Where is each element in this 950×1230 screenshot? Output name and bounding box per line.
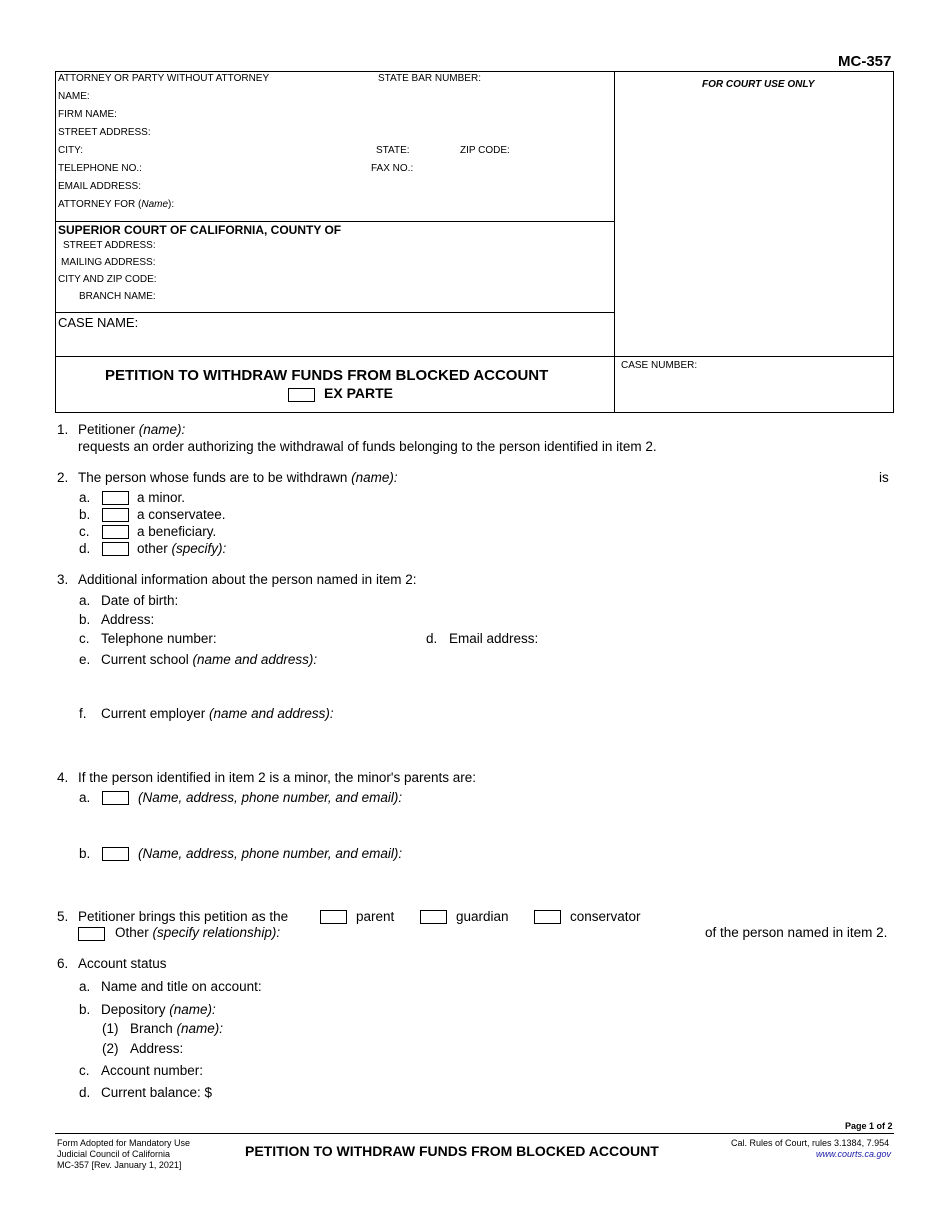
- case-number-label[interactable]: CASE NUMBER:: [621, 360, 698, 371]
- item2b-checkbox[interactable]: [102, 508, 129, 522]
- case-name-divider: [55, 312, 615, 313]
- item5-number: 5.: [57, 909, 69, 924]
- item2c-letter: c.: [79, 524, 90, 539]
- item4a-checkbox[interactable]: [102, 791, 129, 805]
- title-divider: [55, 356, 894, 357]
- court-street-label[interactable]: STREET ADDRESS:: [63, 240, 156, 251]
- zip-label[interactable]: ZIP CODE:: [460, 145, 510, 156]
- footer-adopted-1: Form Adopted for Mandatory Use: [57, 1138, 191, 1148]
- item6b-depository[interactable]: Depository (name):: [101, 1002, 216, 1017]
- footer-url[interactable]: www.courts.ca.gov: [816, 1149, 892, 1159]
- item6b1-branch[interactable]: Branch (name):: [130, 1021, 224, 1036]
- court-mailing-label[interactable]: MAILING ADDRESS:: [61, 257, 156, 268]
- item4b-parent-info[interactable]: (Name, address, phone number, and email):: [138, 846, 403, 861]
- item2b-label: a conservatee.: [137, 507, 226, 522]
- other-relationship-checkbox[interactable]: [78, 927, 105, 941]
- footer-title: PETITION TO WITHDRAW FUNDS FROM BLOCKED ACCOUNT: [245, 1143, 659, 1159]
- item3e-letter: e.: [79, 652, 91, 667]
- court-divider: [55, 221, 615, 222]
- street-label[interactable]: STREET ADDRESS:: [58, 127, 151, 138]
- header-divider: [614, 71, 615, 413]
- item6-number: 6.: [57, 956, 69, 971]
- item2-person[interactable]: The person whose funds are to be withdrawn (name):: [78, 470, 398, 485]
- item2c-checkbox[interactable]: [102, 525, 129, 539]
- parent-checkbox[interactable]: [320, 910, 347, 924]
- item3-number: 3.: [57, 572, 69, 587]
- item2d-checkbox[interactable]: [102, 542, 129, 556]
- item2a-checkbox[interactable]: [102, 491, 129, 505]
- item3a-dob[interactable]: Date of birth:: [101, 593, 179, 608]
- case-name-label[interactable]: CASE NAME:: [58, 315, 139, 330]
- item3d-letter: d.: [426, 631, 438, 646]
- conservator-checkbox[interactable]: [534, 910, 561, 924]
- header-box: [55, 71, 894, 413]
- item6a-letter: a.: [79, 979, 91, 994]
- attorney-for-label[interactable]: ATTORNEY FOR (Name):: [58, 199, 175, 210]
- item4b-checkbox[interactable]: [102, 847, 129, 861]
- item4a-letter: a.: [79, 790, 91, 805]
- form-title: PETITION TO WITHDRAW FUNDS FROM BLOCKED ACCOUNT: [105, 367, 549, 384]
- fax-label[interactable]: FAX NO.:: [371, 163, 414, 174]
- item4a-parent-info[interactable]: (Name, address, phone number, and email):: [138, 790, 403, 805]
- item3a-letter: a.: [79, 593, 91, 608]
- item3d-email[interactable]: Email address:: [449, 631, 539, 646]
- item6b-letter: b.: [79, 1002, 91, 1017]
- item4-number: 4.: [57, 770, 69, 785]
- page-number: Page 1 of 2: [845, 1121, 893, 1131]
- item6b2-number: (2): [102, 1041, 119, 1056]
- item6d-letter: d.: [79, 1085, 91, 1100]
- item5-tail: of the person named in item 2.: [705, 925, 888, 940]
- item3b-address[interactable]: Address:: [101, 612, 155, 627]
- court-title: SUPERIOR COURT OF CALIFORNIA, COUNTY OF: [58, 223, 342, 237]
- item6d-balance[interactable]: Current balance: $: [101, 1085, 213, 1100]
- ex-parte-checkbox[interactable]: [288, 388, 315, 402]
- name-label[interactable]: NAME:: [58, 91, 90, 102]
- item4-heading: If the person identified in item 2 is a minor, the minor's parents are:: [78, 770, 477, 785]
- ex-parte-label: EX PARTE: [324, 385, 393, 401]
- footer-adopted-2: Judicial Council of California: [57, 1149, 171, 1159]
- item2d-letter: d.: [79, 541, 91, 556]
- other-relationship-label[interactable]: Other (specify relationship):: [115, 925, 281, 940]
- item3c-phone[interactable]: Telephone number:: [101, 631, 217, 646]
- state-label[interactable]: STATE:: [376, 145, 410, 156]
- item3e-school[interactable]: Current school (name and address):: [101, 652, 318, 667]
- firm-label[interactable]: FIRM NAME:: [58, 109, 117, 120]
- item2b-letter: b.: [79, 507, 91, 522]
- item3b-letter: b.: [79, 612, 91, 627]
- item3c-letter: c.: [79, 631, 90, 646]
- item5-heading: Petitioner brings this petition as the: [78, 909, 289, 924]
- item1-petitioner[interactable]: Petitioner (name):: [78, 422, 186, 437]
- item6c-letter: c.: [79, 1063, 90, 1078]
- city-label[interactable]: CITY:: [58, 145, 84, 156]
- item6-heading: Account status: [78, 956, 167, 971]
- item6c-account-number[interactable]: Account number:: [101, 1063, 204, 1078]
- guardian-label: guardian: [456, 909, 509, 924]
- item2a-label: a minor.: [137, 490, 186, 505]
- guardian-checkbox[interactable]: [420, 910, 447, 924]
- email-label[interactable]: EMAIL ADDRESS:: [58, 181, 141, 192]
- item4b-letter: b.: [79, 846, 91, 861]
- form-number: MC-357: [838, 53, 892, 70]
- item2c-label: a beneficiary.: [137, 524, 217, 539]
- court-city-zip-label[interactable]: CITY AND ZIP CODE:: [58, 274, 157, 285]
- item3-heading: Additional information about the person named in item 2:: [78, 572, 417, 587]
- phone-label[interactable]: TELEPHONE NO.:: [58, 163, 142, 174]
- attorney-label: ATTORNEY OR PARTY WITHOUT ATTORNEY: [58, 73, 270, 84]
- item3f-letter: f.: [79, 706, 87, 721]
- item2a-letter: a.: [79, 490, 91, 505]
- court-use-label: FOR COURT USE ONLY: [702, 79, 815, 90]
- footer-adopted-3: MC-357 [Rev. January 1, 2021]: [57, 1160, 182, 1170]
- item6a-account-name[interactable]: Name and title on account:: [101, 979, 262, 994]
- footer-rules: Cal. Rules of Court, rules 3.1384, 7.954: [731, 1138, 890, 1148]
- item3f-employer[interactable]: Current employer (name and address):: [101, 706, 334, 721]
- parent-label: parent: [356, 909, 395, 924]
- item2-number: 2.: [57, 470, 69, 485]
- state-bar-label: STATE BAR NUMBER:: [378, 73, 481, 84]
- item1-number: 1.: [57, 422, 69, 437]
- item2-is: is: [879, 470, 889, 485]
- item2d-label[interactable]: other (specify):: [137, 541, 227, 556]
- court-branch-label[interactable]: BRANCH NAME:: [79, 291, 156, 302]
- conservator-label: conservator: [570, 909, 641, 924]
- item6b1-number: (1): [102, 1021, 119, 1036]
- footer-rule: [55, 1133, 894, 1134]
- item6b2-address[interactable]: Address:: [130, 1041, 184, 1056]
- item1-request-text: requests an order authorizing the withdrawal of funds belonging to the person identified in item 2.: [78, 439, 657, 454]
